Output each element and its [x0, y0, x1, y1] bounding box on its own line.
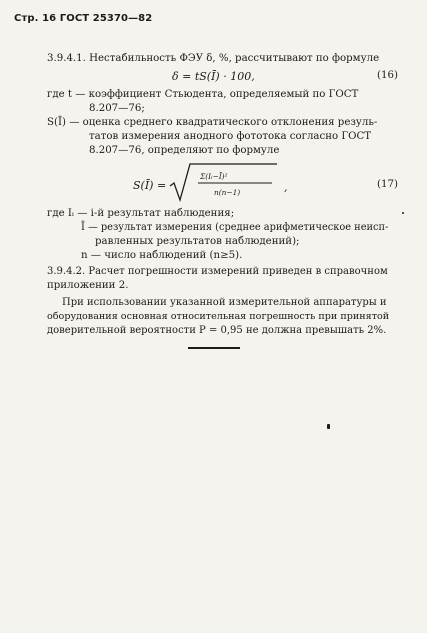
- closing-line3: доверительной вероятности P = 0,95 не должна превышать 2%.: [47, 325, 387, 336]
- def-s-line3: 8.207—76, определяют по формуле: [89, 145, 280, 156]
- def-i-line: где Iᵢ — i-й результат наблюдения;: [47, 208, 235, 219]
- def-ibar-line1: Ī — результат измерения (среднее арифметическое неисп-: [81, 222, 389, 233]
- def-t-line1: где t — коэффициент Стьюдента, определяемый по ГОСТ: [47, 89, 359, 100]
- end-divider: [188, 347, 240, 349]
- equation-number-17: (17): [377, 179, 398, 190]
- equation-number-16: (16): [377, 70, 398, 81]
- formula-17-numerator: Σ(Iᵢ−Ī)²: [200, 172, 228, 181]
- section-3942-line1: 3.9.4.2. Расчет погрешности измерений приведен в справочном: [47, 266, 388, 277]
- scan-speck-small: [402, 212, 404, 214]
- page-header: Стр. 16 ГОСТ 25370—82: [14, 13, 153, 24]
- def-ibar-line2: равленных результатов наблюдений);: [95, 236, 300, 247]
- formula-17-denominator: n(n−1): [214, 188, 241, 197]
- section-3941-text: 3.9.4.1. Нестабильность ФЭУ δ, %, рассчитывают по формуле: [47, 53, 380, 64]
- closing-line1: При использовании указанной измерительной аппаратуры и: [62, 297, 387, 308]
- formula-16: δ = tS(Ī) · 100,: [172, 70, 255, 83]
- sqrt-sign: [169, 162, 279, 204]
- closing-line2: оборудования основная относительная погрешность при принятой: [47, 311, 390, 322]
- formula-17-lhs: S(Ī) =: [133, 179, 167, 192]
- def-t-line2: 8.207—76;: [89, 103, 145, 114]
- def-s-line1: S(Ī) — оценка среднего квадратического отклонения резуль-: [47, 117, 378, 128]
- def-n-line: n — число наблюдений (n≥5).: [81, 250, 243, 261]
- formula-17-comma: ,: [284, 181, 288, 194]
- section-3942-line2: приложении 2.: [47, 280, 129, 291]
- def-s-line2: татов измерения анодного фототока согласно ГОСТ: [89, 131, 372, 142]
- scan-speck: [327, 424, 330, 429]
